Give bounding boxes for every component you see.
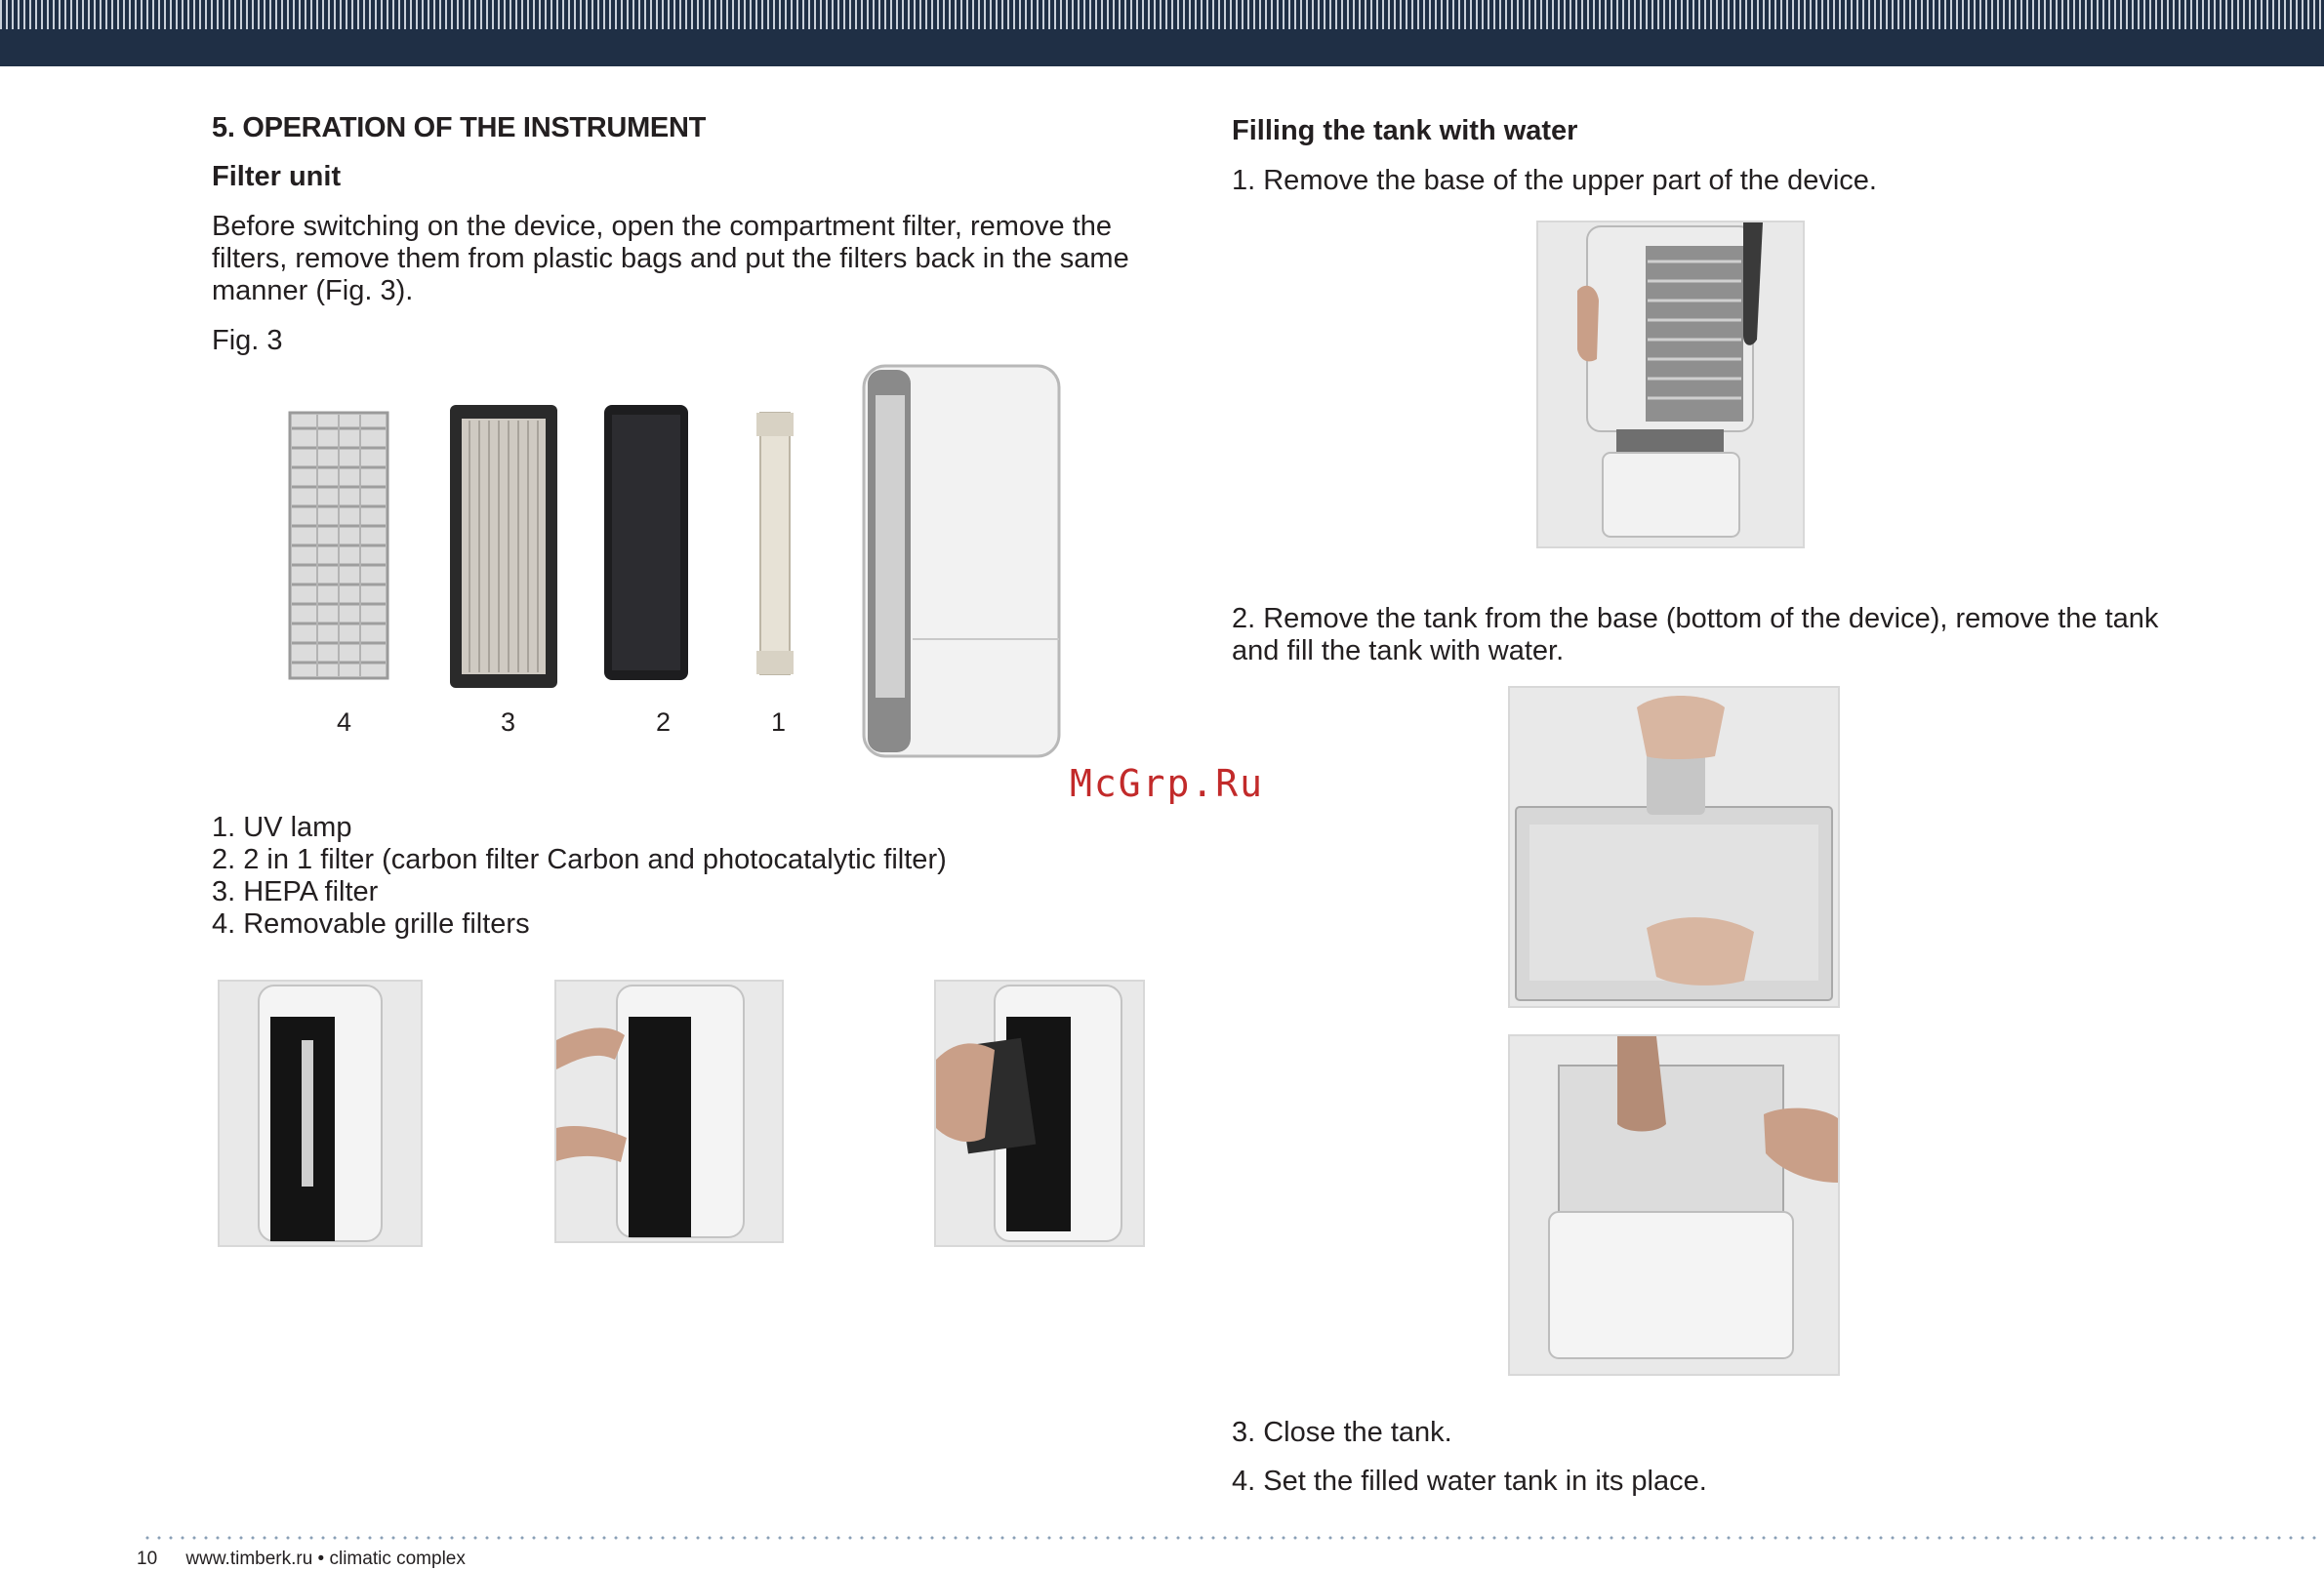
legend-item: 1. UV lamp (212, 812, 352, 843)
header-hatch (0, 0, 2324, 29)
watermark: McGrp.Ru (1070, 762, 1265, 805)
device-body-image (864, 366, 1059, 756)
footer (137, 1549, 466, 1570)
filter-number-4: 4 (337, 707, 352, 737)
tank-heading: Filling the tank with water (1232, 115, 1578, 146)
filter-number-2: 2 (656, 707, 672, 737)
hepa-filter-image (450, 405, 557, 688)
filter-paragraph-line-3: manner (Fig. 3). (212, 275, 414, 306)
step-2-line-2: and fill the tank with water. (1232, 635, 1565, 666)
filter-number-3: 3 (501, 707, 516, 737)
figure-label: Fig. 3 (212, 325, 283, 356)
filter-paragraph (212, 211, 1129, 307)
legend-item: 3. HEPA filter (212, 876, 379, 907)
filter-legend (212, 812, 947, 941)
page-number: 10 (137, 1549, 158, 1569)
filter-paragraph-line-1: Before switching on the device, open the compartment filter, remove the (212, 211, 1113, 242)
tank-in-base-photo (1508, 1034, 1840, 1376)
filter-unit-heading: Filter unit (212, 161, 342, 192)
legend-item: 2. 2 in 1 filter (carbon filter Carbon and photocatalytic filter) (212, 844, 947, 875)
step-1-text: 1. Remove the base of the upper part of the device. (1232, 165, 1877, 196)
section-title: 5. OPERATION OF THE INSTRUMENT (212, 112, 707, 143)
filter-step-photo-1 (218, 980, 423, 1247)
legend-item: 4. Removable grille filters (212, 908, 530, 940)
step-2-text (1232, 603, 2158, 667)
footer-site: www.timberk.ru • climatic complex (185, 1549, 466, 1569)
filters-exploded-figure (278, 356, 1079, 766)
remove-base-photo (1536, 221, 1805, 548)
filter-number-1: 1 (771, 707, 787, 737)
fill-tank-photo (1508, 686, 1840, 1008)
grille-filter-image (290, 413, 387, 678)
filter-step-photo-2 (554, 980, 784, 1243)
filter-paragraph-line-2: filters, remove them from plastic bags and put the filters back in the same (212, 243, 1129, 274)
filter-step-photo-3 (934, 980, 1145, 1247)
uv-lamp-image (756, 413, 794, 674)
step-4-text: 4. Set the filled water tank in its place. (1232, 1466, 1707, 1497)
header-bar (0, 0, 2324, 66)
step-3-text: 3. Close the tank. (1232, 1417, 1452, 1448)
step-2-line-1: 2. Remove the tank from the base (bottom of the device), remove the tank (1232, 603, 2159, 634)
carbon-filter-image (604, 405, 688, 680)
footer-dotted-rule (142, 1536, 2324, 1540)
